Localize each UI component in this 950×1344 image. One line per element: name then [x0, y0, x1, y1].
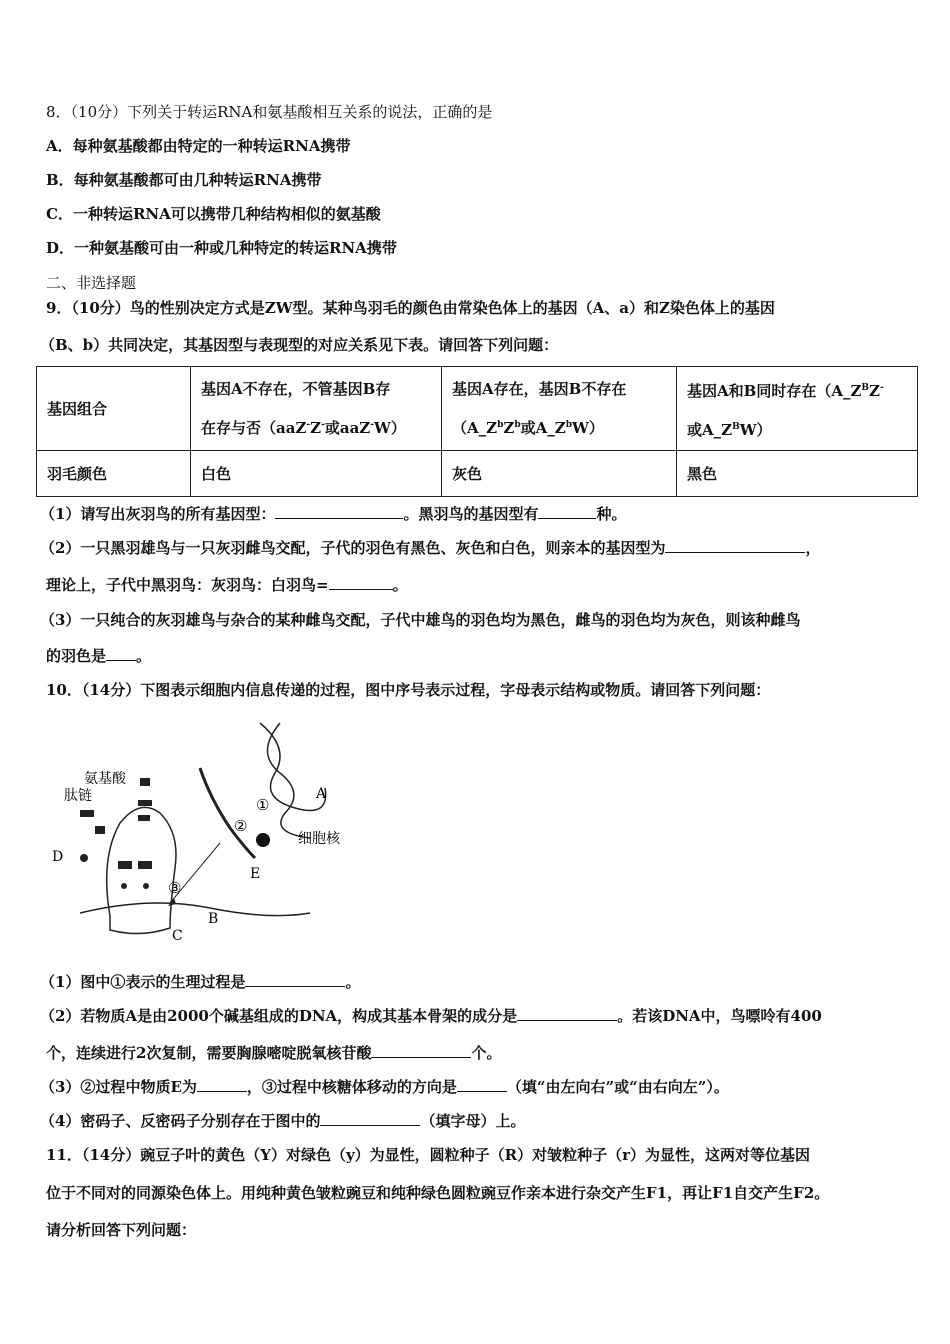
ribosome-structure: [107, 807, 176, 933]
label-process-1: ①: [256, 796, 270, 814]
label-amino-acid: 氨基酸: [84, 771, 126, 787]
q11-line-3: 请分析回答下列问题：: [46, 1221, 197, 1239]
answer-blank[interactable]: [245, 972, 345, 987]
table-cell: 灰色: [442, 451, 677, 497]
label-a: A: [316, 786, 327, 802]
q8-option-c: C．一种转运RNA可以携带几种结构相似的氨基酸: [46, 205, 381, 223]
q8-option-d: D．一种氨基酸可由一种或几种特定的转运RNA携带: [46, 239, 397, 257]
rna-polymerase-e: [256, 833, 270, 847]
table-cell: 白色: [191, 451, 442, 497]
answer-blank[interactable]: [197, 1077, 247, 1092]
q9-part2: （2）一只黑羽雄鸟与一只灰羽雌鸟交配，子代的羽色有黑色、灰色和白色，则亲本的基因型为 ，: [40, 539, 821, 557]
label-e: E: [250, 866, 261, 882]
q11-line-1: 11．（14分）豌豆子叶的黄色（Y）对绿色（y）为显性，圆粒种子（R）对皱粒种子（r）为显性，这两对等位基因: [46, 1146, 811, 1164]
label-d: D: [52, 849, 64, 865]
q9-part3: （3）一只纯合的灰羽雄鸟与杂合的某种雌鸟交配，子代中雄鸟的羽色均为黑色，雌鸟的羽色均为灰色，则该种雌鸟: [40, 611, 801, 629]
q10-part4: （4）密码子、反密码子分别存在于图中的 （填字母）上。: [40, 1112, 526, 1130]
q9-part1: （1）请写出灰羽鸟的所有基因型： 。黑羽鸟的基因型有 种。: [40, 505, 627, 523]
table-cell: 黑色: [677, 451, 918, 497]
answer-blank[interactable]: [320, 1111, 420, 1126]
label-nucleus: 细胞核: [298, 831, 340, 847]
label-c: C: [172, 928, 183, 944]
table-cell: 羽毛颜色: [37, 451, 191, 497]
genotype-table: [36, 366, 918, 497]
label-b: B: [208, 911, 219, 927]
q8-option-a: A．每种氨基酸都由特定的一种转运RNA携带: [46, 137, 351, 155]
dna-strand: [268, 723, 311, 838]
membrane-line: [80, 903, 310, 916]
answer-blank[interactable]: [275, 504, 403, 519]
q11-line-2: 位于不同对的同源染色体上。用纯种黄色皱粒豌豆和纯种绿色圆粒豌豆作亲本进行杂交产生F1，再让F1自交产生F2。: [46, 1184, 830, 1202]
label-peptide: 肽链: [64, 788, 92, 804]
answer-blank[interactable]: [329, 575, 393, 590]
q8-stem: 8．（10分）下列关于转运RNA和氨基酸相互关系的说法，正确的是: [46, 103, 493, 121]
label-process-2: ②: [234, 817, 248, 835]
table-header-cell: 基因组合: [37, 367, 191, 451]
q9-stem-2: （B、b）共同决定，其基因型与表现型的对应关系见下表。请回答下列问题：: [40, 336, 559, 354]
q9-stem-1: 9．（10分）鸟的性别决定方式是ZW型。某种鸟羽毛的颜色由常染色体上的基因（A、a）和Z染色体上的基因: [46, 299, 775, 317]
table-header-cell: 基因A不存在，不管基因B存 在存与否（aaZ-Z-或aaZ-W）: [191, 367, 442, 451]
table-header-cell: 基因A存在，基因B不存在 （$A\_Z^bZ^b$或$A\_Z^bW$）: [442, 367, 677, 451]
q10-part2: （2）若物质A是由2000个碱基组成的DNA，构成其基本骨架的成分是 。若该DNA中，鸟嘌呤有400: [40, 1007, 822, 1025]
q10-part1: （1）图中①表示的生理过程是 。: [40, 973, 361, 991]
section-heading: 二、非选择题: [46, 274, 137, 292]
answer-blank[interactable]: [106, 646, 136, 661]
answer-blank[interactable]: [371, 1043, 471, 1058]
table-header-cell: 基因A和B同时存在（$A\_Z^BZ^-$ 或$A\_Z^BW$）: [677, 367, 918, 451]
mrna-strand: [200, 768, 255, 858]
q10-stem: 10．（14分）下图表示细胞内信息传递的过程，图中序号表示过程，字母表示结构或物质。请回答下列问题：: [46, 681, 771, 699]
answer-blank[interactable]: [665, 538, 805, 553]
q10-part2-cont: 个，连续进行2次复制，需要胸腺嘧啶脱氧核苷酸 个。: [46, 1044, 502, 1062]
translation-diagram: [50, 718, 370, 953]
answer-blank[interactable]: [538, 504, 596, 519]
answer-blank[interactable]: [517, 1006, 617, 1021]
q9-part3-cont: 的羽色是 。: [46, 647, 152, 665]
q9-part2-cont: 理论上，子代中黑羽鸟：灰羽鸟：白羽鸟= 。: [46, 576, 408, 594]
label-process-3: ③: [168, 879, 182, 897]
answer-blank[interactable]: [457, 1077, 507, 1092]
q10-part3: （3）②过程中物质E为 ，③过程中核糖体移动的方向是 （填“由左向右”或“由右向左”）。: [40, 1078, 729, 1096]
q8-option-b: B．每种氨基酸都可由几种转运RNA携带: [46, 171, 322, 189]
